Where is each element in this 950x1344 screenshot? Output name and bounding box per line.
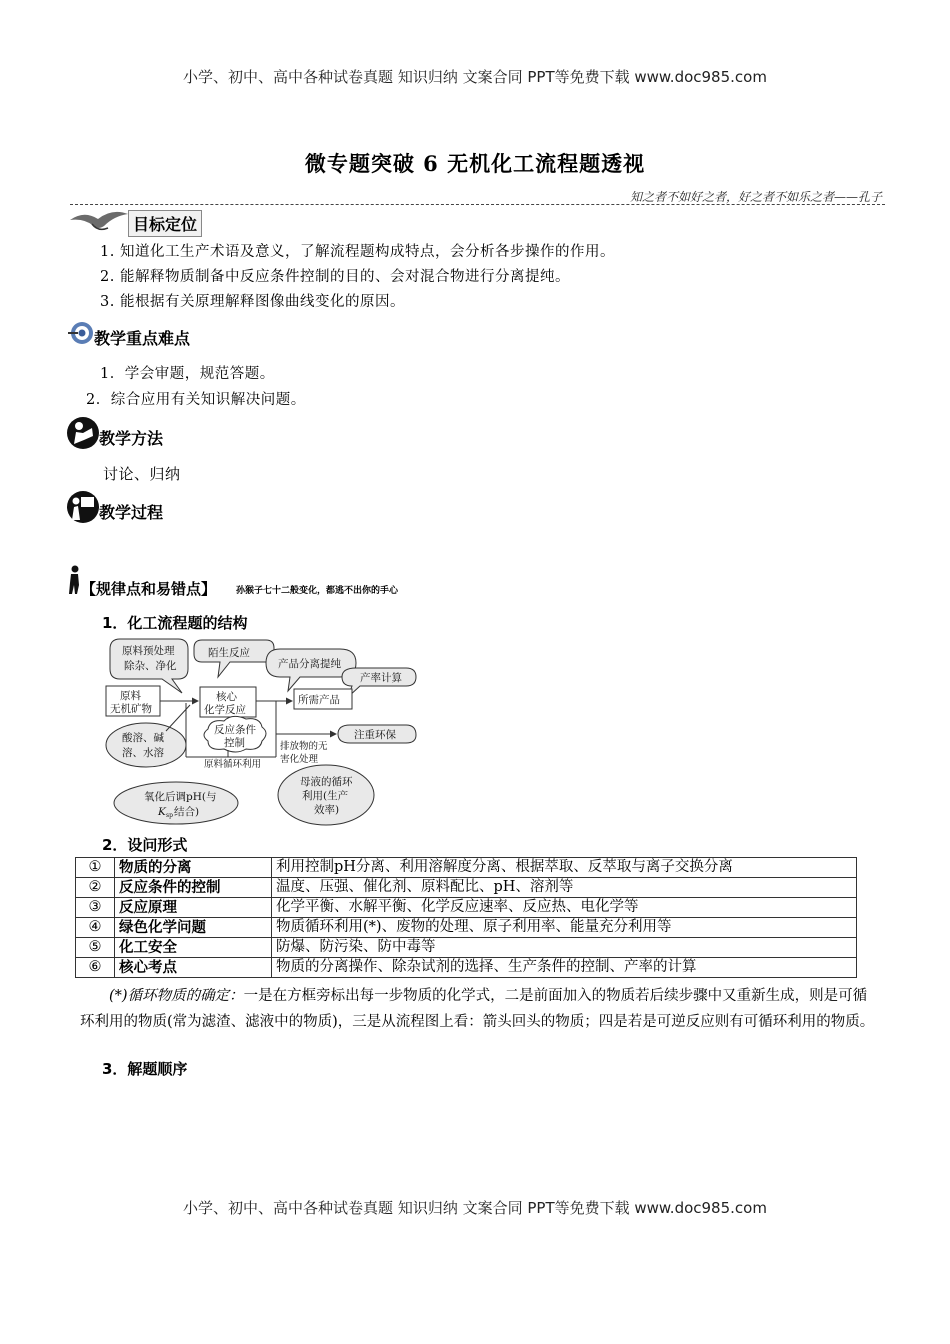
svg-text:原料: 原料 bbox=[120, 690, 141, 702]
svg-text:溶、水溶: 溶、水溶 bbox=[122, 747, 164, 759]
row-content: 利用控制pH分离、利用溶解度分离、根据萃取、反萃取与离子交换分离 bbox=[272, 858, 857, 878]
page-header: 小学、初中、高中各种试卷真题 知识归纳 文案合同 PPT等免费下载 www.doc985.com bbox=[183, 68, 767, 86]
row-topic: 化工安全 bbox=[115, 938, 272, 958]
row-topic: 反应原理 bbox=[115, 898, 272, 918]
table-row bbox=[76, 958, 857, 978]
bubble-dissolve bbox=[106, 723, 186, 767]
goal-item-1: 1. 知道化工生产术语及意义，了解流程题构成特点，会分析各步操作的作用。 bbox=[100, 244, 615, 260]
row-num: ① bbox=[76, 858, 115, 878]
svg-text:氧化后调pH(与: 氧化后调pH(与 bbox=[144, 791, 217, 803]
row-num: ④ bbox=[76, 918, 115, 938]
bubble-separation bbox=[266, 649, 356, 691]
flowchart-diagram bbox=[100, 635, 425, 830]
svg-text:原料循环利用: 原料循环利用 bbox=[204, 759, 262, 770]
methods-heading: 教学方法 bbox=[99, 429, 164, 448]
row-content: 物质循环利用(*)、废物的处理、原子利用率、能量充分利用等 bbox=[272, 918, 857, 938]
svg-text:利用(生产: 利用(生产 bbox=[302, 790, 349, 802]
svg-text:效率): 效率) bbox=[314, 804, 340, 816]
page-footer: 小学、初中、高中各种试卷真题 知识归纳 文案合同 PPT等免费下载 www.doc985.com bbox=[183, 1199, 767, 1217]
row-num: ② bbox=[76, 878, 115, 898]
page-title: 微专题突破 6 无机化工流程题透视 bbox=[304, 151, 646, 176]
svg-text:陌生反应: 陌生反应 bbox=[208, 647, 250, 659]
target-icon bbox=[68, 320, 94, 346]
dashed-divider bbox=[70, 204, 885, 205]
svg-text:核心: 核心 bbox=[216, 691, 237, 703]
table-row bbox=[76, 878, 857, 898]
table-row bbox=[76, 938, 857, 958]
structure-heading: 1．化工流程题的结构 bbox=[102, 614, 248, 632]
row-topic: 核心考点 bbox=[115, 958, 272, 978]
motto-quote: 知之者不如好之者，好之者不如乐之者——孔子 bbox=[629, 190, 882, 204]
key-point-2: 2．综合应用有关知识解决问题。 bbox=[86, 392, 306, 408]
row-num: ⑤ bbox=[76, 938, 115, 958]
row-topic: 绿色化学问题 bbox=[115, 918, 272, 938]
row-content: 化学平衡、水解平衡、化学反应速率、反应热、电化学等 bbox=[272, 898, 857, 918]
svg-text:注重环保: 注重环保 bbox=[354, 729, 396, 741]
table-row bbox=[76, 858, 857, 878]
svg-text:结合): 结合) bbox=[174, 806, 200, 818]
row-num: ③ bbox=[76, 898, 115, 918]
svg-text:反应条件: 反应条件 bbox=[214, 724, 256, 736]
svg-text:母液的循环: 母液的循环 bbox=[300, 776, 353, 788]
row-content: 物质的分离操作、除杂试剂的选择、生产条件的控制、产率的计算 bbox=[272, 958, 857, 978]
table-row bbox=[76, 898, 857, 918]
seagull-icon bbox=[68, 206, 130, 236]
key-points-heading: 教学重点难点 bbox=[94, 329, 191, 348]
methods-text: 讨论、归纳 bbox=[103, 465, 181, 483]
svg-text:产品分离提纯: 产品分离提纯 bbox=[278, 658, 341, 670]
svg-text:原料预处理: 原料预处理 bbox=[122, 645, 175, 657]
svg-text:酸溶、碱: 酸溶、碱 bbox=[122, 732, 164, 744]
goal-item-2: 2. 能解释物质制备中反应条件控制的目的、会对混合物进行分离提纯。 bbox=[100, 269, 570, 285]
recycle-note-star: (*)循环物质的确定： bbox=[109, 988, 244, 1004]
svg-text:产率计算: 产率计算 bbox=[360, 672, 402, 684]
key-point-1: 1．学会审题，规范答题。 bbox=[100, 366, 275, 382]
recycle-note-text: 一是在方框旁标出每一步物质的化学式，二是前面加入的物质若后续步骤中又重新生成，则是可循环利用的物质(常为滤渣、滤液中的物质)，三是从流程图上看：箭头回头的物质；四是若是可逆反应则有可循环利用的物质。 bbox=[80, 988, 875, 1030]
standing-figure-icon bbox=[66, 565, 82, 595]
row-num: ⑥ bbox=[76, 958, 115, 978]
svg-text:害化处理: 害化处理 bbox=[280, 754, 319, 765]
svg-text:化学反应: 化学反应 bbox=[204, 704, 246, 716]
svg-text:sp: sp bbox=[166, 812, 173, 819]
svg-text:无机矿物: 无机矿物 bbox=[110, 703, 152, 715]
teacher-board-icon bbox=[66, 490, 100, 524]
svg-text:所需产品: 所需产品 bbox=[298, 694, 340, 706]
rules-note: 孙猴子七十二般变化，都逃不出你的手心 bbox=[236, 586, 399, 596]
row-topic: 反应条件的控制 bbox=[115, 878, 272, 898]
goal-item-3: 3. 能根据有关原理解释图像曲线变化的原因。 bbox=[100, 294, 405, 310]
svg-text:除杂、净化: 除杂、净化 bbox=[124, 660, 177, 672]
question-forms-table bbox=[75, 857, 857, 978]
row-content: 防爆、防污染、防中毒等 bbox=[272, 938, 857, 958]
svg-text:排放物的无: 排放物的无 bbox=[280, 741, 328, 752]
goals-heading: 目标定位 bbox=[128, 210, 202, 237]
question-forms-heading: 2．设问形式 bbox=[102, 836, 188, 854]
order-heading: 3．解题顺序 bbox=[102, 1060, 188, 1078]
recycle-note bbox=[80, 983, 880, 1035]
table-row bbox=[76, 918, 857, 938]
teacher-reading-icon bbox=[66, 416, 100, 450]
rules-heading: 【规律点和易错点】 bbox=[81, 580, 217, 598]
row-content: 温度、压强、催化剂、原料配比、pH、溶剂等 bbox=[272, 878, 857, 898]
row-topic: 物质的分离 bbox=[115, 858, 272, 878]
svg-text:控制: 控制 bbox=[224, 737, 245, 749]
svg-text:K: K bbox=[158, 806, 166, 818]
process-heading: 教学过程 bbox=[99, 503, 164, 522]
